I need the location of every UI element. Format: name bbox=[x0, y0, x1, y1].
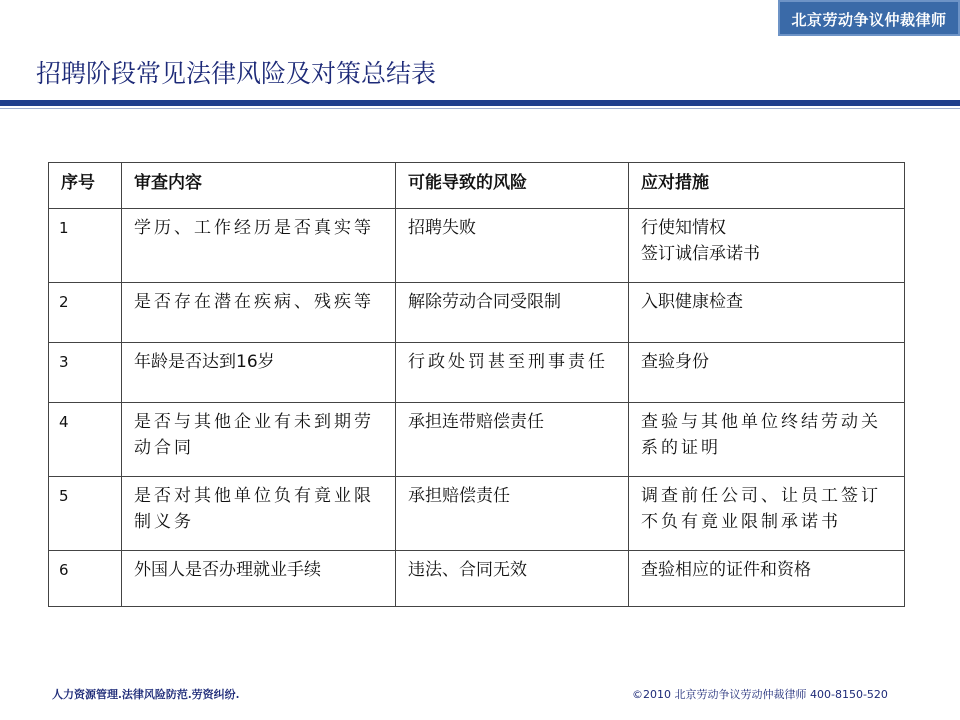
risk-cell: 招聘失败 bbox=[396, 209, 629, 283]
measures-cell bbox=[629, 283, 905, 343]
risk-cell: 行政处罚甚至刑事责任 bbox=[396, 343, 629, 403]
measures-cell bbox=[629, 343, 905, 403]
table-row bbox=[49, 403, 905, 477]
table-row bbox=[49, 209, 905, 283]
measure-line: 查验与其他单位终结劳动关系的证明 bbox=[641, 412, 881, 458]
review-content: 是否对其他单位负有竟业限制义务 bbox=[122, 477, 396, 551]
column-header-measures: 应对措施 bbox=[629, 163, 905, 209]
title-divider-thin bbox=[0, 108, 960, 109]
column-header-content: 审查内容 bbox=[122, 163, 396, 209]
review-content: 学历、工作经历是否真实等 bbox=[122, 209, 396, 283]
review-content: 是否与其他企业有未到期劳动合同 bbox=[122, 403, 396, 477]
measure-line: 调查前任公司、让员工签订不负有竟业限制承诺书 bbox=[641, 486, 881, 532]
risk-table bbox=[48, 162, 905, 607]
table-row bbox=[49, 283, 905, 343]
table-header-row bbox=[49, 163, 905, 209]
row-number: 1 bbox=[49, 209, 122, 283]
title-divider bbox=[0, 100, 960, 106]
page-title: 招聘阶段常见法律风险及对策总结表 bbox=[36, 59, 437, 88]
column-header-risk: 可能导致的风险 bbox=[396, 163, 629, 209]
row-number: 4 bbox=[49, 403, 122, 477]
measures-cell bbox=[629, 477, 905, 551]
measure-line: 查验相应的证件和资格 bbox=[641, 560, 811, 580]
measure-line: 入职健康检查 bbox=[641, 292, 743, 312]
risk-cell: 承担赔偿责任 bbox=[396, 477, 629, 551]
column-header-no: 序号 bbox=[49, 163, 122, 209]
table-row bbox=[49, 477, 905, 551]
brand-banner bbox=[778, 0, 960, 36]
row-number: 2 bbox=[49, 283, 122, 343]
review-content: 是否存在潜在疾病、残疾等 bbox=[122, 283, 396, 343]
row-number: 3 bbox=[49, 343, 122, 403]
table-row bbox=[49, 343, 905, 403]
review-content: 外国人是否办理就业手续 bbox=[122, 551, 396, 607]
table-row bbox=[49, 551, 905, 607]
measure-line: 签订诚信承诺书 bbox=[641, 244, 760, 264]
footer-tagline: 人力资源管理.法律风险防范.劳资纠纷. bbox=[52, 688, 240, 701]
footer-copyright: ©2010 北京劳动争议劳动仲裁律师 400-8150-520 bbox=[632, 688, 888, 701]
row-number: 6 bbox=[49, 551, 122, 607]
measure-line: 行使知情权 bbox=[641, 218, 726, 238]
measures-cell bbox=[629, 403, 905, 477]
measures-cell bbox=[629, 551, 905, 607]
measures-cell bbox=[629, 209, 905, 283]
risk-cell: 承担连带赔偿责任 bbox=[396, 403, 629, 477]
risk-cell: 违法、合同无效 bbox=[396, 551, 629, 607]
brand-text: 北京劳动争议仲裁律师 bbox=[791, 11, 947, 29]
risk-cell: 解除劳动合同受限制 bbox=[396, 283, 629, 343]
measure-line: 查验身份 bbox=[641, 352, 709, 372]
row-number: 5 bbox=[49, 477, 122, 551]
review-content: 年龄是否达到16岁 bbox=[122, 343, 396, 403]
